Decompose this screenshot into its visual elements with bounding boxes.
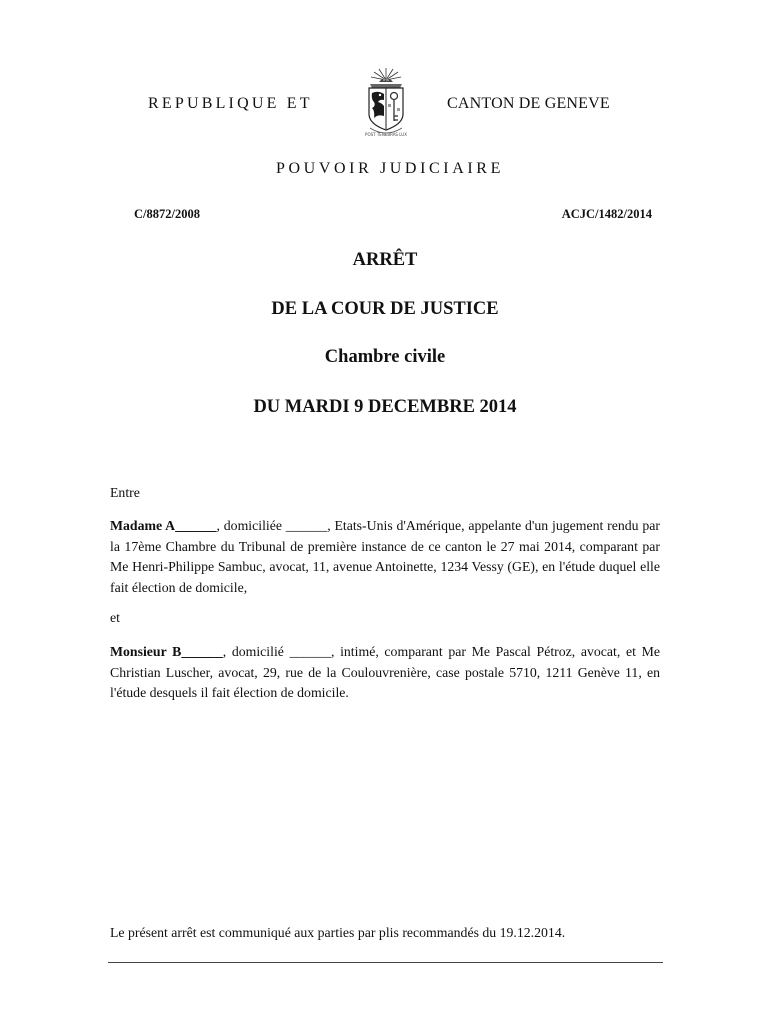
svg-text:IHS: IHS (383, 78, 389, 82)
party-a-text: , domiciliée ______, Etats-Unis d'Amérique, appelante d'un jugement rendu par la 17ème Chambre du Tribunal de première instance de ce canton le 27 mai 2014, comparant par Me Henri-Philippe Sambuc, avocat, 11, avenue Antoinette, 1234 Vessy (GE), en l'étude duquel elle fait élection de domicile, (110, 518, 660, 595)
title-date: DU MARDI 9 DECEMBRE 2014 (253, 397, 517, 417)
case-number: C/8872/2008 (134, 207, 200, 221)
party-a-name: Madame A______ (110, 518, 217, 533)
party-b-paragraph (110, 642, 660, 704)
header-canton: CANTON DE GENEVE (447, 95, 610, 112)
title-arret: ARRÊT (352, 250, 418, 270)
header-pouvoir-judiciaire: POUVOIR JUDICIAIRE (276, 160, 504, 177)
party-b-text: , domicilié ______, intimé, comparant par Me Pascal Pétroz, avocat, et Me Christian Luscher, avocat, 29, rue de la Coulouvrenière, case postale 5710, 1211 Genève 11, en l'étude desquels il fait élection de domicile. (110, 644, 660, 700)
party-a-paragraph (110, 516, 660, 598)
footer-divider (108, 962, 663, 963)
header-republique: REPUBLIQUE ET (148, 95, 313, 112)
decision-number: ACJC/1482/2014 (561, 207, 652, 221)
emblem-motto: POST TENEBRAS LUX (365, 132, 407, 137)
entre-label: Entre (110, 485, 140, 500)
title-chambre: Chambre civile (324, 347, 446, 367)
party-b-name: Monsieur B______ (110, 644, 223, 659)
et-label: et (110, 610, 120, 625)
title-cour: DE LA COUR DE JUSTICE (271, 299, 499, 319)
geneva-coat-of-arms-icon (360, 66, 412, 138)
footer-communication-note: Le présent arrêt est communiqué aux parties par plis recommandés du 19.12.2014. (110, 925, 566, 940)
